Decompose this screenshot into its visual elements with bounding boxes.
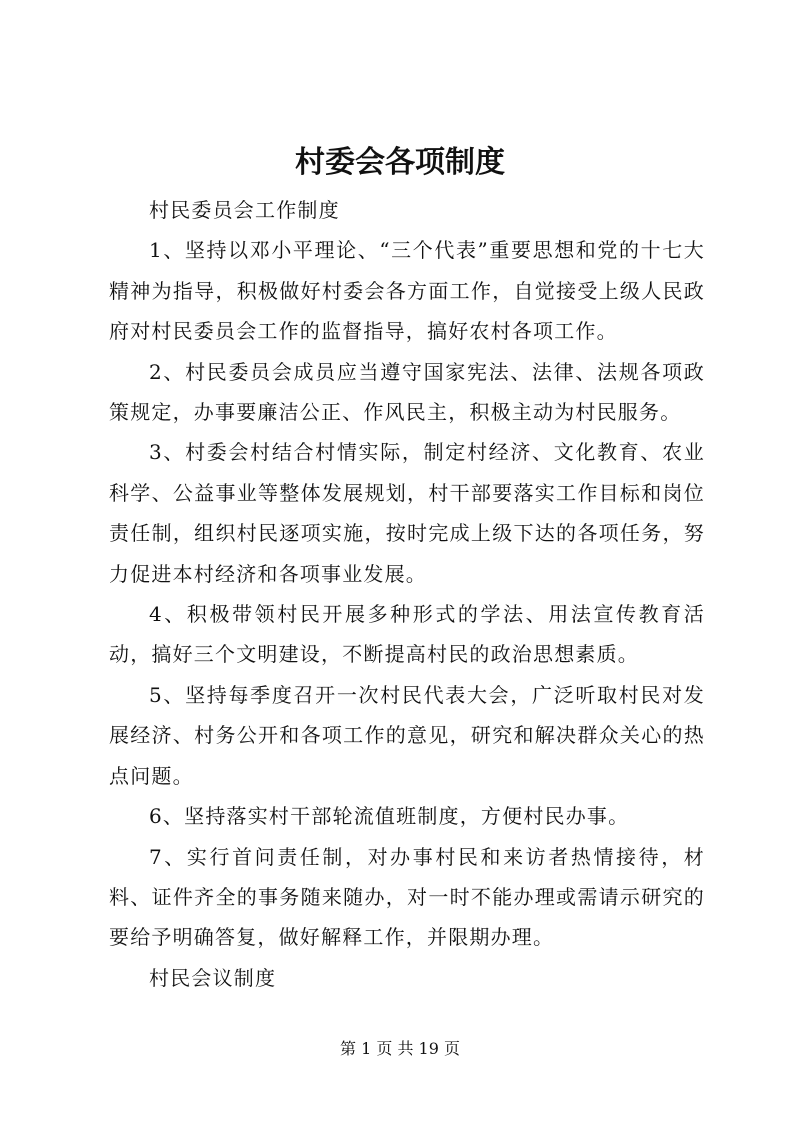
document-title: 村委会各项制度 <box>295 145 505 180</box>
page-number-footer: 第 1 页 共 19 页 <box>340 1039 460 1058</box>
section-heading-meeting-rules: 村民会议制度 <box>149 965 277 990</box>
rule-item-3: 3、村委会村结合村情实际，制定村经济、文化教育、农业科学、公益事业等整体发展规划，村干部要落实工作目标和岗位责任制，组织村民逐项实施，按时完成上级下达的各项任务，努力促进本村经济和各项事业发展。 <box>109 440 705 586</box>
rule-item-1: 1、坚持以邓小平理论、“三个代表”重要思想和党的十七大精神为指导，积极做好村委会各方面工作，自觉接受上级人民政府对村民委员会工作的监督指导，搞好农村各项工作。 <box>109 238 705 344</box>
rule-item-4: 4、积极带领村民开展多种形式的学法、用法宣传教育活动，搞好三个文明建设，不断提高村民的政治思想素质。 <box>109 602 705 667</box>
document-body <box>109 190 705 998</box>
rule-item-7: 7、实行首问责任制，对办事村民和来访者热情接待，材料、证件齐全的事务随来随办，对一时不能办理或需请示研究的要给予明确答复，做好解释工作，并限期办理。 <box>109 844 705 950</box>
section-heading-committee-rules: 村民委员会工作制度 <box>149 198 340 222</box>
rule-item-5: 5、坚持每季度召开一次村民代表大会，广泛听取村民对发展经济、村务公开和各项工作的意见，研究和解决群众关心的热点问题。 <box>109 682 705 788</box>
rule-item-2: 2、村民委员会成员应当遵守国家宪法、法律、法规各项政策规定，办事要廉洁公正、作风民主，积极主动为村民服务。 <box>109 359 705 425</box>
rule-item-6: 6、坚持落实村干部轮流值班制度，方便村民办事。 <box>149 804 630 829</box>
